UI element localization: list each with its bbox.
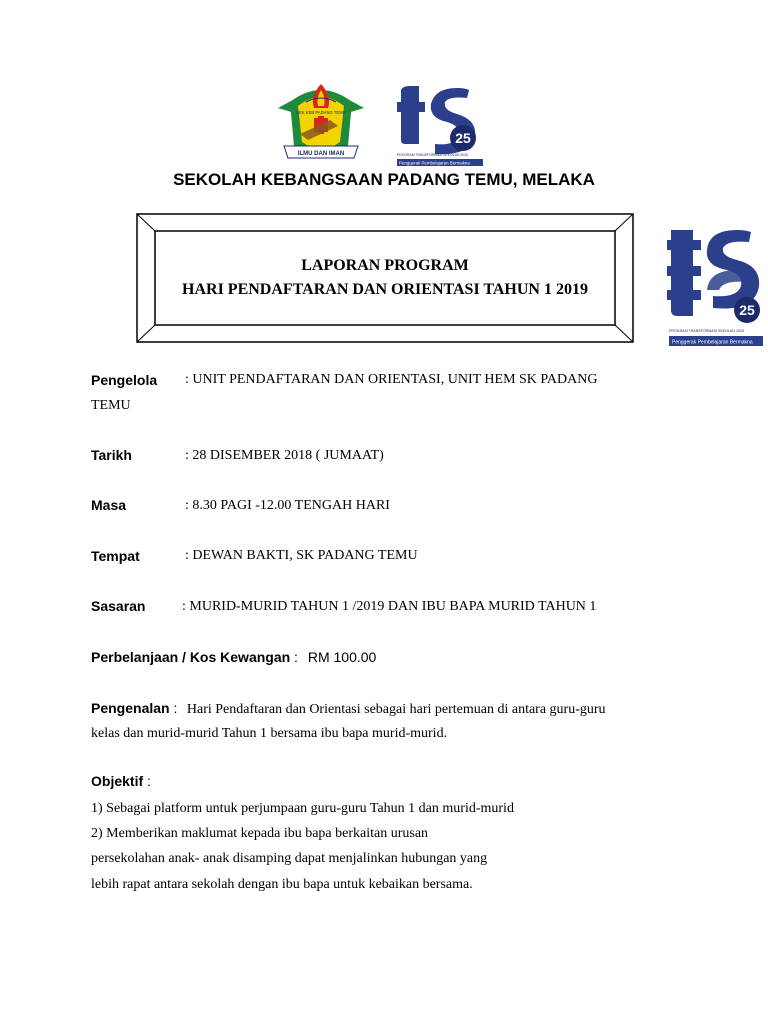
pengelola-label: Pengelola [91, 372, 158, 388]
kos-row [91, 649, 376, 665]
crest-banner-text: ILMU DAN IMAN [297, 151, 345, 157]
objektif-colon: : [143, 773, 151, 789]
pengenalan-colon: : [169, 700, 178, 716]
ts25-line1: PROGRAM TRANSFORMASI SEKOLAH 2025 [397, 153, 468, 157]
tempat-label: Tempat [91, 548, 140, 564]
kos-label: Perbelanjaan / Kos Kewangan [91, 649, 291, 665]
kos-colon: : [290, 649, 298, 665]
school-name: SEKOLAH KEBANGSAAN PADANG TEMU, MELAKA [173, 170, 595, 189]
pengelola-value: : UNIT PENDAFTARAN DAN ORIENTASI, UNIT HEM SK PADANG [185, 372, 598, 387]
ts25-side-logo [667, 226, 765, 348]
tempat-value: : DEWAN BAKTI, SK PADANG TEMU [185, 548, 418, 563]
objektif-item: persekolahan anak- anak disamping dapat menjalinkan hubungan yang [91, 851, 488, 866]
tarikh-label: Tarikh [91, 447, 132, 463]
sasaran-value: : MURID-MURID TAHUN 1 /2019 DAN IBU BAPA MURID TAHUN 1 [182, 599, 597, 614]
masa-value: : 8.30 PAGI -12.00 TENGAH HARI [185, 498, 390, 513]
objektif-item: 1) Sebagai platform untuk perjumpaan guru-guru Tahun 1 dan murid-murid [91, 801, 514, 816]
tarikh-value: : 28 DISEMBER 2018 ( JUMAAT) [185, 448, 384, 463]
ts25-side-line1: PROGRAM TRANSFORMASI SEKOLAH 2025 [669, 329, 745, 333]
report-title-line2: HARI PENDAFTARAN DAN ORIENTASI TAHUN 1 2019 [182, 281, 588, 298]
kos-value: RM 100.00 [307, 649, 377, 665]
masa-label: Masa [91, 497, 127, 513]
crest-top-text: SEK KEB PADANG TEMU [296, 110, 346, 115]
report-title-line1: LAPORAN PROGRAM [301, 257, 469, 274]
ts25-side-number: 25 [739, 302, 755, 318]
pengenalan-text1: Hari Pendaftaran dan Orientasi sebagai hari pertemuan di antara guru-guru [186, 702, 606, 717]
ts25-line2: Penggerak Pembelajaran Bermakna [399, 160, 470, 166]
pengenalan-line1 [91, 696, 691, 723]
objektif-item: lebih rapat antara sekolah dengan ibu bapa untuk kebaikan bersama. [91, 877, 473, 892]
report-title [155, 231, 615, 325]
ts25-side-line2: Penggerak Pembelajaran Bermakna [672, 339, 753, 346]
objektif-item: 2) Memberikan maklumat kepada ibu bapa berkaitan urusan [91, 826, 429, 841]
pengenalan-label: Pengenalan [91, 700, 170, 716]
ts25-logo [395, 84, 485, 168]
pengenalan-text2: kelas dan murid-murid Tahun 1 bersama ibu bapa murid-murid. [91, 726, 448, 741]
ts25-number: 25 [455, 130, 471, 146]
objektif-heading [91, 773, 151, 789]
objektif-label: Objektif [91, 773, 144, 789]
pengelola-value-cont: TEMU [91, 398, 131, 413]
school-crest-logo [270, 80, 372, 168]
sasaran-label: Sasaran [91, 598, 146, 614]
